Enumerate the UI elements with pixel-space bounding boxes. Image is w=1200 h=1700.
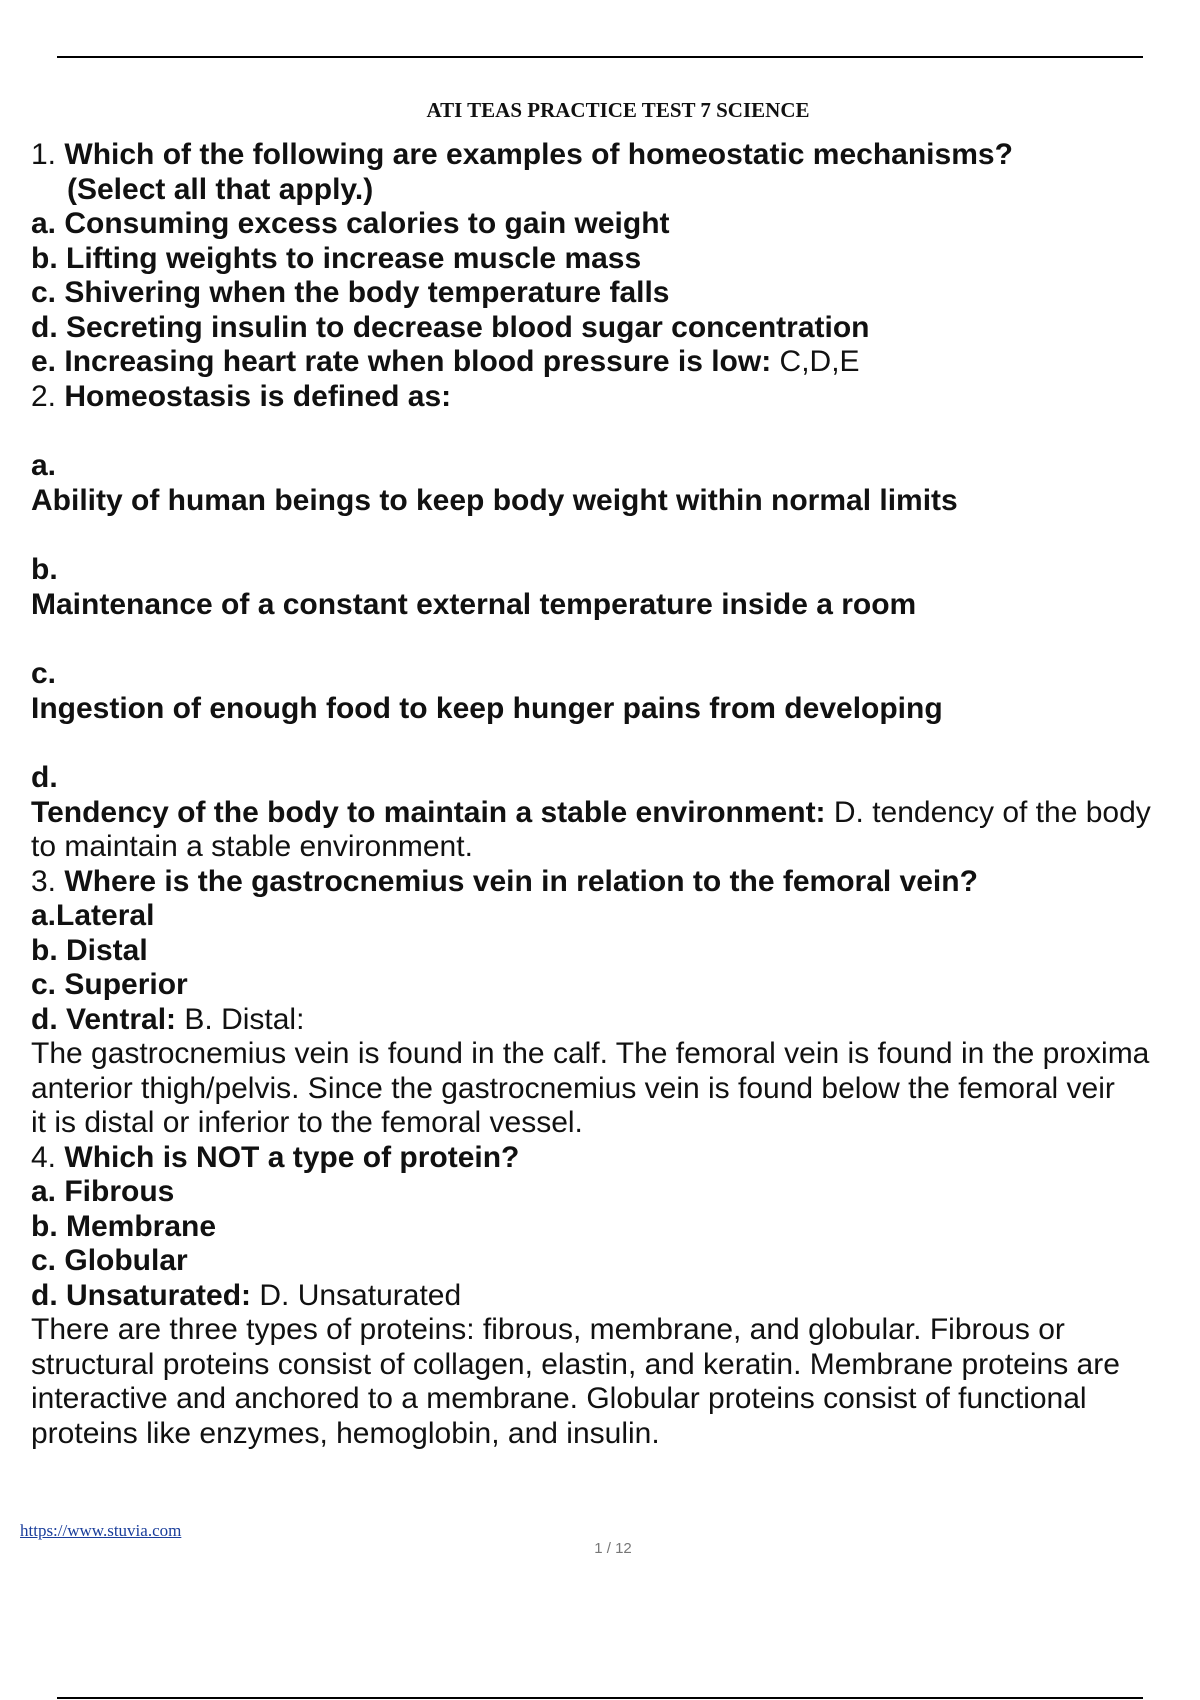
question-1 <box>31 138 1200 173</box>
q3-option-d <box>31 1003 1200 1038</box>
question-number: 4. <box>31 1140 57 1174</box>
q2-option-c-label: c. <box>31 657 57 690</box>
q1-option-e-text: e. Increasing heart rate when blood pressure is low: <box>31 345 772 378</box>
page-title: ATI TEAS PRACTICE TEST 7 SCIENCE <box>426 98 810 122</box>
q3-option-c: c. Superior <box>31 968 188 1001</box>
q1-option-a: a. Consuming excess calories to gain weight <box>31 207 670 240</box>
document-body <box>31 138 1200 1451</box>
q2-option-c: Ingestion of enough food to keep hunger pains from developing <box>31 691 943 725</box>
q1-option-b: b. Lifting weights to increase muscle mass <box>31 241 642 275</box>
q2-option-d-text: Tendency of the body to maintain a stable environment: <box>31 795 826 829</box>
q2-answer: D. tendency of the body <box>833 795 1151 829</box>
question-text: Which of the following are examples of homeostatic mechanisms? <box>64 138 1013 171</box>
q2-option-a-label: a. <box>31 449 57 482</box>
q4-option-d-text: d. Unsaturated: <box>31 1278 252 1312</box>
q3-option-b: b. Distal <box>31 933 148 967</box>
question-1-note: (Select all that apply.) <box>67 172 374 206</box>
page-number: 1 / 12 <box>594 1540 632 1557</box>
question-number: 3. <box>31 864 57 898</box>
question-number: 2. <box>31 379 57 413</box>
source-link[interactable]: https://www.stuvia.com <box>20 1521 182 1540</box>
q2-option-d <box>31 796 1200 831</box>
question-number: 1. <box>31 138 57 171</box>
q4-explanation-line: interactive and anchored to a membrane. Globular proteins consist of functional <box>31 1382 1087 1415</box>
q3-option-d-text: d. Ventral: <box>31 1002 177 1036</box>
q3-explanation-line: The gastrocnemius vein is found in the calf. The femoral vein is found in the proxima <box>31 1037 1150 1070</box>
q2-option-b-label: b. <box>31 553 58 586</box>
q4-option-c: c. Globular <box>31 1244 188 1277</box>
q3-explanation-line: anterior thigh/pelvis. Since the gastrocnemius vein is found below the femoral veir <box>31 1071 1115 1105</box>
q4-option-d <box>31 1279 1200 1314</box>
q1-answer: C,D,E <box>779 345 860 378</box>
q3-explanation-line: it is distal or inferior to the femoral vessel. <box>31 1106 583 1139</box>
q4-explanation-line: There are three types of proteins: fibrous, membrane, and globular. Fibrous or <box>31 1313 1065 1346</box>
q4-answer: D. Unsaturated <box>259 1278 462 1312</box>
bottom-rule <box>57 1697 1143 1699</box>
question-3 <box>31 865 1200 900</box>
q2-option-b: Maintenance of a constant external temperature inside a room <box>31 587 917 621</box>
q1-option-e <box>31 345 1200 380</box>
question-4 <box>31 1141 1200 1176</box>
q1-option-d: d. Secreting insulin to decrease blood sugar concentration <box>31 310 870 344</box>
q3-answer: B. Distal: <box>184 1002 305 1036</box>
question-2 <box>31 380 1200 415</box>
q3-option-a: a.Lateral <box>31 899 155 932</box>
q1-option-c: c. Shivering when the body temperature falls <box>31 276 670 309</box>
top-rule <box>57 56 1143 58</box>
q2-option-d-label: d. <box>31 761 58 794</box>
q4-explanation-line: structural proteins consist of collagen, elastin, and keratin. Membrane proteins are <box>31 1347 1120 1381</box>
question-text: Which is NOT a type of protein? <box>64 1140 520 1174</box>
q2-answer-continued: to maintain a stable environment. <box>31 830 473 863</box>
q2-option-a: Ability of human beings to keep body weight within normal limits <box>31 483 958 517</box>
question-text: Where is the gastrocnemius vein in relation to the femoral vein? <box>64 864 978 898</box>
q4-explanation-line: proteins like enzymes, hemoglobin, and insulin. <box>31 1416 660 1450</box>
q4-option-a: a. Fibrous <box>31 1175 175 1208</box>
q4-option-b: b. Membrane <box>31 1209 217 1243</box>
question-text: Homeostasis is defined as: <box>64 379 452 413</box>
